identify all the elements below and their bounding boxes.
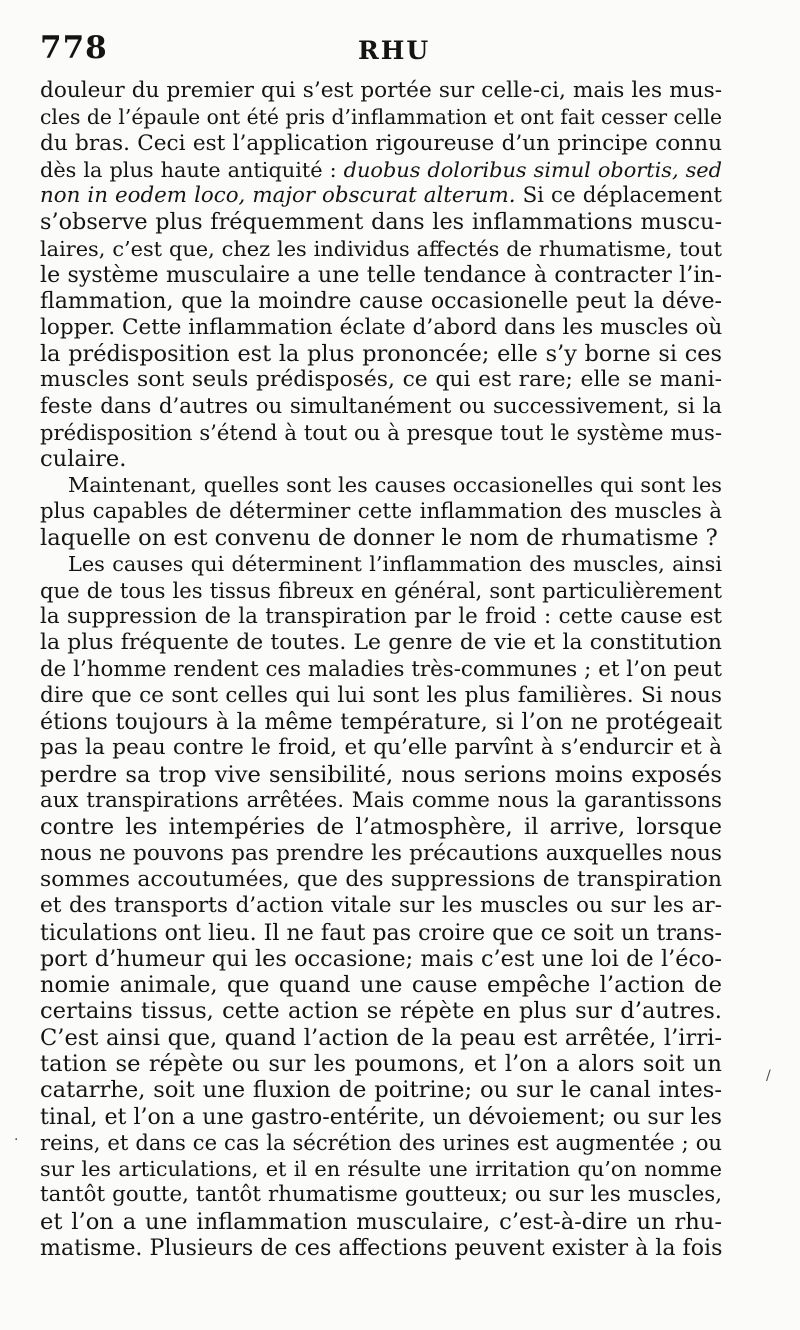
text-line: [40, 157, 722, 183]
text-line: reins, et dans ce cas la sécrétion des urines est augmentée ; ou: [40, 1129, 722, 1155]
page-number: 778: [40, 30, 108, 66]
text-line: du bras. Ceci est l’application rigoureuse d’un principe connu: [40, 130, 722, 156]
text-line: et l’on a une inflammation musculaire, c’est-à-dire un rhu-: [40, 1208, 722, 1235]
text-line: muscles sont seuls prédisposés, ce qui est rare; elle se mani-: [40, 367, 722, 393]
text-line: nomie animale, que quand une cause empêche l’action de: [40, 972, 722, 999]
text-line: catarrhe, soit une fluxion de poitrine; ou sur le canal intes-: [40, 1077, 722, 1104]
text-line: tinal, et l’on a une gastro-entérite, un dévoiement; ou sur les: [40, 1103, 722, 1130]
text-line: prédisposition s’étend à tout ou à presque tout le système mus-: [40, 419, 722, 445]
margin-mark: ·: [14, 1132, 19, 1148]
text-line: nous ne pouvons pas prendre les précautions auxquelles nous: [40, 840, 722, 866]
text-line: certains tissus, cette action se répète en plus sur d’autres.: [40, 998, 722, 1025]
text-line: dire que ce sont celles qui lui sont les plus familières. Si nous: [40, 682, 722, 708]
text-line: contre les intempéries de l’atmosphère, il arrive, lorsque: [40, 814, 722, 841]
text-line: culaire.: [40, 446, 127, 473]
text-line: de l’homme rendent ces maladies très-communes ; et l’on peut: [40, 656, 722, 682]
text-line: le système musculaire a une telle tendance à contracter l’in-: [40, 262, 722, 289]
text-line: laquelle on est convenu de donner le nom de rhumatisme ?: [40, 525, 718, 552]
text-line: flammation, que la moindre cause occasionelle peut la déve-: [40, 288, 722, 315]
text-line: aux transpirations arrêtées. Mais comme nous la garantissons: [40, 788, 722, 814]
text-line: que de tous les tissus fibreux en général, sont particulièrement: [40, 577, 722, 603]
text-line: Les causes qui déterminent l’inflammation des muscles, ainsi: [68, 552, 722, 577]
text-line: s’observe plus fréquemment dans les inflammations muscu-: [40, 209, 722, 236]
text-line: feste dans d’autres ou simultanément ou successivement, si la: [40, 393, 722, 419]
text-line: lopper. Cette inflammation éclate d’abord dans les muscles où: [40, 314, 722, 340]
text-line: tantôt goutte, tantôt rhumatisme goutteux; ou sur les muscles,: [40, 1182, 722, 1208]
text-line: douleur du premier qui s’est portée sur celle-ci, mais les mus-: [40, 78, 722, 103]
text-line: port d’humeur qui les occasione; mais c’est une loi de l’éco-: [40, 945, 722, 972]
margin-mark: /: [766, 1068, 771, 1084]
text-line: la suppression de la transpiration par le froid : cette cause est: [40, 603, 722, 629]
text-line: plus capables de déterminer cette inflammation des muscles à: [40, 498, 722, 524]
text-line: la prédisposition est la plus prononcée; elle s’y borne si ces: [40, 340, 722, 367]
text-segment: Si ce déplacement: [522, 183, 722, 209]
text-line: ticulations ont lieu. Il ne faut pas croire que ce soit un trans-: [40, 919, 722, 946]
text-line: Maintenant, quelles sont les causes occasionelles qui sont les: [68, 473, 722, 498]
text-line: et des transports d’action vitale sur les muscles ou sur les ar-: [40, 893, 722, 919]
text-line: la plus fréquente de toutes. Le genre de vie et la constitution: [40, 630, 722, 656]
page-header: [40, 30, 722, 70]
text-line: sommes accoutumées, que des suppressions de transpiration: [40, 866, 722, 892]
text-line: matisme. Plusieurs de ces affections peuvent exister à la fois: [40, 1235, 722, 1262]
text-line: étions toujours à la même température, si l’on ne protégeait: [40, 709, 722, 736]
body-text: [40, 78, 722, 1261]
text-line: perdre sa trop vive sensibilité, nous serions moins exposés: [40, 761, 722, 788]
latin-quote: duobus doloribus simul obortis, sed: [343, 157, 722, 182]
latin-quote: non in eodem loco, major obscurat alterum.: [40, 183, 516, 209]
text-line: pas la peau contre le froid, et qu’elle parvînt à s’endurcir et à: [40, 735, 722, 761]
text-line: cles de l’épaule ont été pris d’inflammation et ont fait cesser celle: [40, 105, 722, 130]
text-line: C’est ainsi que, quand l’action de la peau est arrêtée, l’irri-: [40, 1024, 722, 1051]
text-line: tation se répète ou sur les poumons, et l’on a alors soit un: [40, 1050, 722, 1077]
text-line: laires, c’est que, chez les individus affectés de rhumatisme, tout: [40, 236, 722, 261]
text-line: [40, 183, 722, 209]
running-head: RHU: [358, 36, 431, 65]
text-segment: dès la plus haute antiquité :: [40, 157, 337, 182]
text-line: sur les articulations, et il en résulte une irritation qu’on nomme: [40, 1157, 722, 1182]
